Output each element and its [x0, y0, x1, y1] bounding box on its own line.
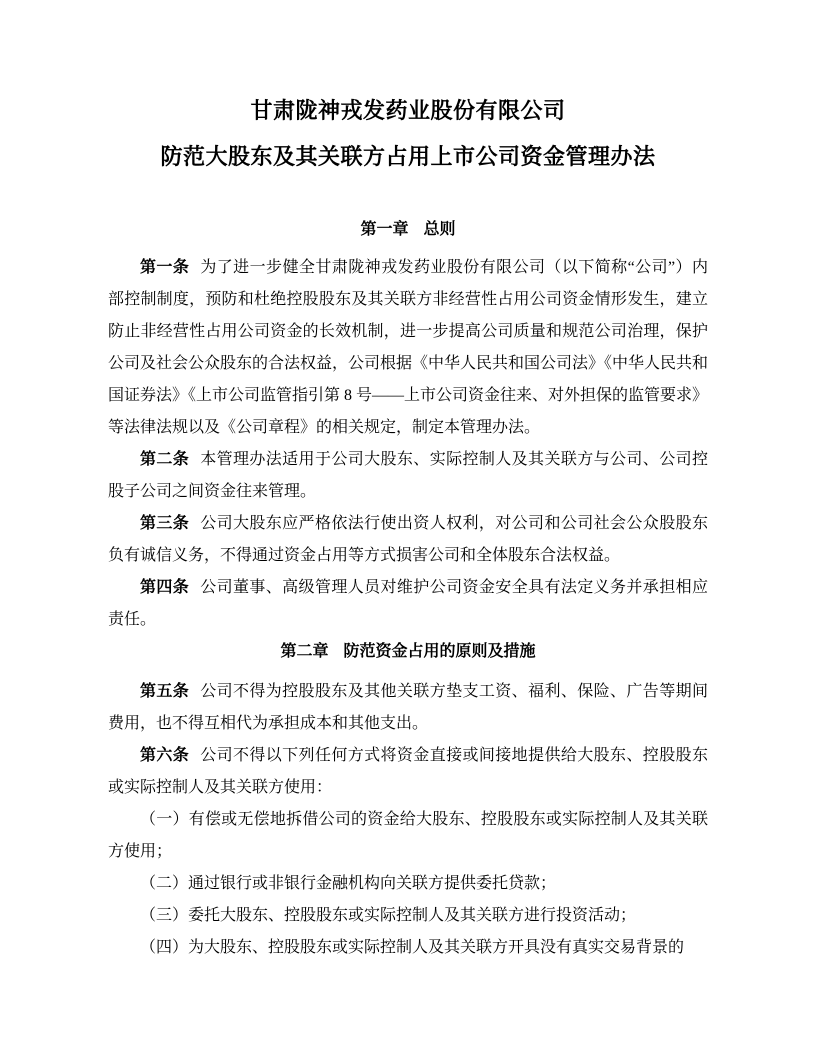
article-6-label: 第六条 [140, 747, 190, 764]
chapter-2-heading [108, 636, 708, 668]
article-5-text: 公司不得为控股股东及其他关联方垫支工资、福利、保险、广告等期间费用，也不得互相代为承担成本和其他支出。 [108, 683, 708, 732]
chapter-2-title: 防范资金占用的原则及措施 [343, 643, 536, 660]
article-3-label: 第三条 [140, 515, 190, 532]
article-2-label: 第二条 [140, 451, 190, 468]
article-2 [108, 444, 708, 508]
article-4-label: 第四条 [140, 579, 190, 596]
article-3 [108, 508, 708, 572]
article-6 [108, 740, 708, 804]
chapter-1-heading [108, 214, 708, 246]
chapter-1-title: 总则 [423, 221, 456, 238]
article-6-text: 公司不得以下列任何方式将资金直接或间接地提供给大股东、控股股东或实际控制人及其关联方使用： [108, 747, 708, 796]
article-1-label: 第一条 [140, 259, 190, 276]
document-title-line1: 甘肃陇神戎发药业股份有限公司 [250, 98, 566, 123]
chapter-1-label: 第一章 [360, 221, 409, 238]
chapter-2-label: 第二章 [280, 643, 329, 660]
document-title-line2: 防范大股东及其关联方占用上市公司资金管理办法 [160, 144, 656, 169]
article-3-text: 公司大股东应严格依法行使出资人权利，对公司和公司社会公众股股东负有诚信义务，不得通过资金占用等方式损害公司和全体股东合法权益。 [108, 515, 708, 564]
list-item-4: （四）为大股东、控股股东或实际控制人及其关联方开具没有真实交易背景的 [140, 939, 685, 956]
article-5-label: 第五条 [140, 683, 190, 700]
list-item-2: （二）通过银行或非银行金融机构向关联方提供委托贷款； [140, 875, 557, 892]
article-4-text: 公司董事、高级管理人员对维护公司资金安全具有法定义务并承担相应责任。 [108, 579, 708, 628]
article-1-text: 为了进一步健全甘肃陇神戎发药业股份有限公司（以下简称“公司”）内部控制制度，预防和杜绝控股股东及其关联方非经营性占用公司资金情形发生，建立防止非经营性占用公司资金的长效机制，进一步提高公司质量和规范公司治理，保护公司及社会公众股东的合法权益，公司根据《中华人民共和国公司法》《中华人民共和国证券法》《上市公司监管指引第 8 号——上市公司资金往来、对外担保的监管要求》等法律法规以及《公司章程》的相关规定，制定本管理办法。 [108, 259, 709, 436]
article-1 [108, 252, 708, 444]
list-item-3: （三）委托大股东、控股股东或实际控制人及其关联方进行投资活动； [140, 907, 637, 924]
article-4 [108, 572, 708, 636]
article-5 [108, 676, 708, 740]
article-2-text: 本管理办法适用于公司大股东、实际控制人及其关联方与公司、公司控股子公司之间资金往来管理。 [108, 451, 708, 500]
list-item-1: （一）有偿或无偿地拆借公司的资金给大股东、控股股东或实际控制人及其关联方使用； [108, 811, 708, 860]
